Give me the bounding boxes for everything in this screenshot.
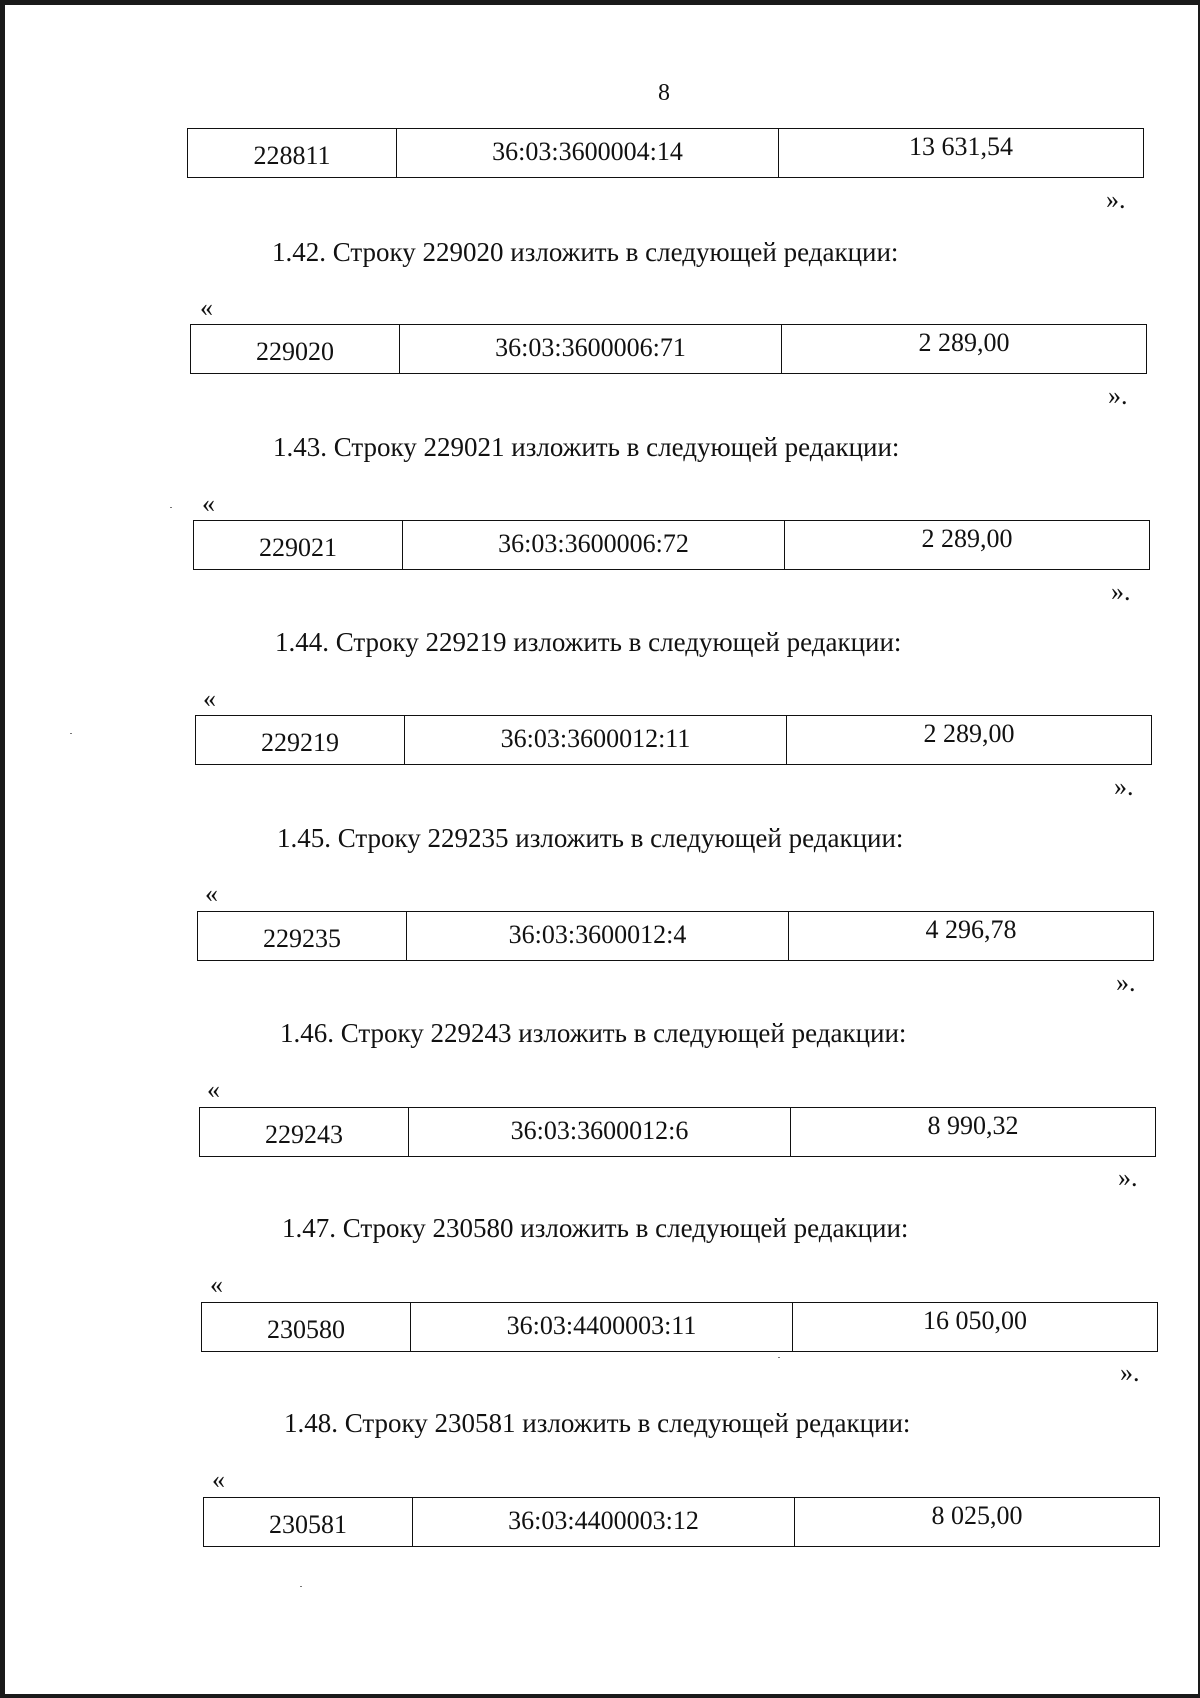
cadastral-number-cell: 36:03:4400003:12 [413, 1498, 795, 1546]
scan-speck [300, 1586, 302, 1587]
value-cell: 2 289,00 [923, 719, 1015, 748]
row-number-cell: 229021 [194, 521, 403, 569]
instruction-text: 1.45. Строку 229235 изложить в следующей редакции: [277, 823, 904, 853]
table-row [187, 128, 1144, 178]
value-cell: 8 025,00 [931, 1501, 1023, 1530]
scan-border-bottom [0, 1694, 1200, 1698]
closing-quote: ». [1120, 1358, 1140, 1387]
table-row [203, 1497, 1160, 1547]
closing-quote: ». [1116, 968, 1136, 997]
opening-quote: « [207, 1075, 220, 1104]
row-number-cell: 229243 [200, 1108, 409, 1156]
scan-border-top [0, 0, 1200, 5]
instruction-text: 1.46. Строку 229243 изложить в следующей редакции: [280, 1018, 907, 1048]
opening-quote: « [203, 684, 216, 713]
table-row [197, 911, 1154, 961]
instruction-text: 1.43. Строку 229021 изложить в следующей редакции: [273, 432, 900, 462]
opening-quote: « [205, 879, 218, 908]
opening-quote: « [210, 1270, 223, 1299]
value-cell: 2 289,00 [921, 524, 1013, 553]
value-cell: 2 289,00 [918, 328, 1010, 357]
instruction-text: 1.48. Строку 230581 изложить в следующей редакции: [284, 1408, 911, 1438]
row-number-cell: 229219 [196, 716, 405, 764]
table-row [190, 324, 1147, 374]
opening-quote: « [212, 1465, 225, 1494]
row-number-cell: 228811 [188, 129, 397, 177]
cadastral-number-cell: 36:03:3600006:72 [403, 521, 785, 569]
scan-speck [70, 733, 72, 734]
cadastral-number-cell: 36:03:3600006:71 [400, 325, 782, 373]
page-number: 8 [658, 80, 670, 106]
table-row [193, 520, 1150, 570]
scan-speck [778, 1357, 780, 1358]
cadastral-number-cell: 36:03:3600012:4 [407, 912, 789, 960]
scan-border-left [0, 0, 5, 1698]
table-row [201, 1302, 1158, 1352]
instruction-text: 1.47. Строку 230580 изложить в следующей редакции: [282, 1213, 909, 1243]
value-cell: 8 990,32 [927, 1111, 1019, 1140]
closing-quote: ». [1106, 185, 1126, 214]
cadastral-number-cell: 36:03:3600012:6 [409, 1108, 791, 1156]
closing-quote: ». [1108, 381, 1128, 410]
instruction-text: 1.42. Строку 229020 изложить в следующей редакции: [272, 237, 899, 267]
scan-speck [170, 507, 172, 508]
row-number-cell: 229020 [191, 325, 400, 373]
opening-quote: « [202, 489, 215, 518]
value-cell: 16 050,00 [923, 1306, 1027, 1335]
row-number-cell: 229235 [198, 912, 407, 960]
cadastral-number-cell: 36:03:4400003:11 [411, 1303, 793, 1351]
cadastral-number-cell: 36:03:3600004:14 [397, 129, 779, 177]
closing-quote: ». [1118, 1163, 1138, 1192]
value-cell: 4 296,78 [925, 915, 1017, 944]
closing-quote: ». [1114, 772, 1134, 801]
row-number-cell: 230580 [202, 1303, 411, 1351]
cadastral-number-cell: 36:03:3600012:11 [405, 716, 787, 764]
table-row [195, 715, 1152, 765]
opening-quote: « [200, 293, 213, 322]
table-row [199, 1107, 1156, 1157]
instruction-text: 1.44. Строку 229219 изложить в следующей редакции: [275, 627, 902, 657]
row-number-cell: 230581 [204, 1498, 413, 1546]
closing-quote: ». [1111, 577, 1131, 606]
value-cell: 13 631,54 [909, 132, 1013, 161]
